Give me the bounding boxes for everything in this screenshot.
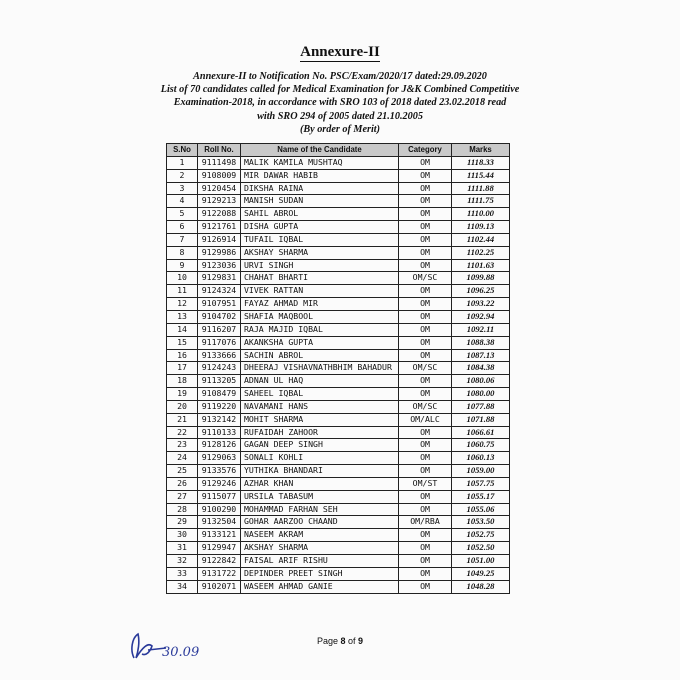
- cell-roll-no: 9122842: [198, 555, 241, 568]
- cell-sno: 24: [167, 452, 198, 465]
- cell-sno: 8: [167, 246, 198, 259]
- cell-sno: 9: [167, 259, 198, 272]
- cell-marks: 1093.22: [452, 298, 510, 311]
- cell-sno: 26: [167, 477, 198, 490]
- cell-marks: 1080.06: [452, 375, 510, 388]
- cell-marks: 1049.25: [452, 567, 510, 580]
- cell-marks: 1099.88: [452, 272, 510, 285]
- cell-roll-no: 9117076: [198, 336, 241, 349]
- cell-marks: 1071.88: [452, 413, 510, 426]
- cell-roll-no: 9129246: [198, 477, 241, 490]
- cell-name: SACHIN ABROL: [241, 349, 399, 362]
- cell-roll-no: 9133121: [198, 529, 241, 542]
- cell-sno: 18: [167, 375, 198, 388]
- cell-category: OM: [399, 580, 452, 593]
- cell-marks: 1088.38: [452, 336, 510, 349]
- cell-sno: 20: [167, 400, 198, 413]
- cell-marks: 1102.44: [452, 233, 510, 246]
- cell-roll-no: 9124324: [198, 285, 241, 298]
- cell-marks: 1055.06: [452, 503, 510, 516]
- cell-sno: 10: [167, 272, 198, 285]
- table-row: [167, 195, 510, 208]
- table-row: [167, 465, 510, 478]
- table-row: [167, 503, 510, 516]
- cell-name: SAHEEL IQBAL: [241, 388, 399, 401]
- cell-marks: 1077.88: [452, 400, 510, 413]
- cell-roll-no: 9124243: [198, 362, 241, 375]
- cell-category: OM: [399, 221, 452, 234]
- cell-sno: 14: [167, 323, 198, 336]
- table-row: [167, 310, 510, 323]
- cell-roll-no: 9129063: [198, 452, 241, 465]
- cell-name: MIR DAWAR HABIB: [241, 169, 399, 182]
- cell-sno: 25: [167, 465, 198, 478]
- cell-sno: 12: [167, 298, 198, 311]
- cell-marks: 1060.75: [452, 439, 510, 452]
- cell-roll-no: 9115077: [198, 490, 241, 503]
- cell-category: OM: [399, 169, 452, 182]
- cell-sno: 22: [167, 426, 198, 439]
- cell-sno: 5: [167, 208, 198, 221]
- cell-name: AZHAR KHAN: [241, 477, 399, 490]
- cell-roll-no: 9123036: [198, 259, 241, 272]
- subtitle-line: Examination-2018, in accordance with SRO 103 of 2018 dated 23.02.2018 read: [173, 97, 507, 109]
- table-row: [167, 208, 510, 221]
- cell-category: OM/SC: [399, 362, 452, 375]
- table-row: [167, 285, 510, 298]
- cell-sno: 4: [167, 195, 198, 208]
- cell-sno: 27: [167, 490, 198, 503]
- cell-name: URSILA TABASUM: [241, 490, 399, 503]
- table-row: [167, 413, 510, 426]
- table-row: [167, 272, 510, 285]
- table-row: [167, 580, 510, 593]
- cell-roll-no: 9107951: [198, 298, 241, 311]
- cell-roll-no: 9102071: [198, 580, 241, 593]
- cell-name: AKSHAY SHARMA: [241, 542, 399, 555]
- table-row: [167, 233, 510, 246]
- column-header-name: Name of the Candidate: [241, 144, 399, 157]
- table-row: [167, 323, 510, 336]
- cell-roll-no: 9110133: [198, 426, 241, 439]
- cell-category: OM: [399, 452, 452, 465]
- annexure-title: Annexure-II: [300, 44, 380, 60]
- cell-marks: 1111.88: [452, 182, 510, 195]
- cell-category: OM/ST: [399, 477, 452, 490]
- cell-name: ADNAN UL HAQ: [241, 375, 399, 388]
- cell-name: NASEEM AKRAM: [241, 529, 399, 542]
- cell-roll-no: 9116207: [198, 323, 241, 336]
- cell-category: OM: [399, 285, 452, 298]
- cell-sno: 19: [167, 388, 198, 401]
- cell-category: OM: [399, 208, 452, 221]
- cell-roll-no: 9128126: [198, 439, 241, 452]
- handwritten-signature: [126, 628, 216, 662]
- cell-category: OM: [399, 195, 452, 208]
- cell-sno: 13: [167, 310, 198, 323]
- cell-name: RUFAIDAH ZAHOOR: [241, 426, 399, 439]
- cell-marks: 1118.33: [452, 156, 510, 169]
- cell-roll-no: 9131722: [198, 567, 241, 580]
- cell-category: OM/ALC: [399, 413, 452, 426]
- table-row: [167, 298, 510, 311]
- table-row: [167, 336, 510, 349]
- cell-marks: 1053.50: [452, 516, 510, 529]
- cell-roll-no: 9113205: [198, 375, 241, 388]
- cell-sno: 2: [167, 169, 198, 182]
- cell-name: SAHIL ABROL: [241, 208, 399, 221]
- cell-roll-no: 9129213: [198, 195, 241, 208]
- cell-marks: 1057.75: [452, 477, 510, 490]
- cell-roll-no: 9133576: [198, 465, 241, 478]
- cell-sno: 15: [167, 336, 198, 349]
- cell-name: GOHAR AARZOO CHAAND: [241, 516, 399, 529]
- cell-roll-no: 9129986: [198, 246, 241, 259]
- cell-sno: 16: [167, 349, 198, 362]
- cell-marks: 1060.13: [452, 452, 510, 465]
- cell-name: GAGAN DEEP SINGH: [241, 439, 399, 452]
- cell-sno: 33: [167, 567, 198, 580]
- cell-marks: 1092.94: [452, 310, 510, 323]
- cell-name: AKSHAY SHARMA: [241, 246, 399, 259]
- cell-sno: 30: [167, 529, 198, 542]
- table-row: [167, 452, 510, 465]
- cell-roll-no: 9111498: [198, 156, 241, 169]
- cell-roll-no: 9126914: [198, 233, 241, 246]
- cell-name: URVI SINGH: [241, 259, 399, 272]
- cell-name: RAJA MAJID IQBAL: [241, 323, 399, 336]
- cell-roll-no: 9119220: [198, 400, 241, 413]
- cell-sno: 28: [167, 503, 198, 516]
- table-row: [167, 567, 510, 580]
- cell-roll-no: 9129947: [198, 542, 241, 555]
- cell-name: DHEERAJ VISHAVNATHBHIM BAHADUR: [241, 362, 399, 375]
- cell-marks: 1110.00: [452, 208, 510, 221]
- cell-name: MOHAMMAD FARHAN SEH: [241, 503, 399, 516]
- cell-sno: 1: [167, 156, 198, 169]
- cell-name: FAYAZ AHMAD MIR: [241, 298, 399, 311]
- subtitle-line: Annexure-II to Notification No. PSC/Exam/2020/17 dated:29.09.2020: [193, 71, 487, 82]
- column-header-roll-no: Roll No.: [198, 144, 241, 157]
- cell-name: TUFAIL IQBAL: [241, 233, 399, 246]
- cell-marks: 1101.63: [452, 259, 510, 272]
- cell-name: MOHIT SHARMA: [241, 413, 399, 426]
- cell-sno: 21: [167, 413, 198, 426]
- cell-marks: 1111.75: [452, 195, 510, 208]
- cell-category: OM: [399, 555, 452, 568]
- table-row: [167, 426, 510, 439]
- cell-category: OM: [399, 310, 452, 323]
- cell-roll-no: 9108479: [198, 388, 241, 401]
- cell-marks: 1048.28: [452, 580, 510, 593]
- cell-sno: 29: [167, 516, 198, 529]
- cell-category: OM: [399, 246, 452, 259]
- page-number: Page 8 of 9: [316, 636, 364, 646]
- table-row: [167, 221, 510, 234]
- cell-category: OM: [399, 388, 452, 401]
- cell-sno: 23: [167, 439, 198, 452]
- cell-roll-no: 9121761: [198, 221, 241, 234]
- table-row: [167, 529, 510, 542]
- subtitle-line: (By order of Merit): [299, 123, 381, 135]
- cell-category: OM/SC: [399, 400, 452, 413]
- cell-marks: 1109.13: [452, 221, 510, 234]
- cell-category: OM: [399, 375, 452, 388]
- cell-name: MANISH SUDAN: [241, 195, 399, 208]
- cell-roll-no: 9108009: [198, 169, 241, 182]
- cell-marks: 1066.61: [452, 426, 510, 439]
- cell-name: SHAFIA MAQBOOL: [241, 310, 399, 323]
- svg-text:30.09: 30.09: [162, 645, 200, 660]
- cell-name: WASEEM AHMAD GANIE: [241, 580, 399, 593]
- cell-name: DEPINDER PREET SINGH: [241, 567, 399, 580]
- table-row: [167, 388, 510, 401]
- cell-marks: 1080.00: [452, 388, 510, 401]
- cell-name: CHAHAT BHARTI: [241, 272, 399, 285]
- table-row: [167, 477, 510, 490]
- cell-sno: 11: [167, 285, 198, 298]
- cell-roll-no: 9129831: [198, 272, 241, 285]
- cell-roll-no: 9120454: [198, 182, 241, 195]
- cell-roll-no: 9133666: [198, 349, 241, 362]
- cell-category: OM: [399, 465, 452, 478]
- cell-sno: 17: [167, 362, 198, 375]
- candidates-table: [166, 143, 510, 594]
- cell-roll-no: 9132504: [198, 516, 241, 529]
- cell-category: OM: [399, 542, 452, 555]
- cell-roll-no: 9100290: [198, 503, 241, 516]
- cell-marks: 1087.13: [452, 349, 510, 362]
- cell-category: OM: [399, 426, 452, 439]
- cell-name: MALIK KAMILA MUSHTAQ: [241, 156, 399, 169]
- cell-category: OM: [399, 336, 452, 349]
- cell-category: OM: [399, 503, 452, 516]
- column-header-category: Category: [399, 144, 452, 157]
- cell-name: AKANKSHA GUPTA: [241, 336, 399, 349]
- cell-sno: 34: [167, 580, 198, 593]
- cell-name: DISHA GUPTA: [241, 221, 399, 234]
- cell-category: OM: [399, 233, 452, 246]
- cell-category: OM: [399, 259, 452, 272]
- cell-name: VIVEK RATTAN: [241, 285, 399, 298]
- cell-name: YUTHIKA BHANDARI: [241, 465, 399, 478]
- cell-category: OM: [399, 156, 452, 169]
- table-row: [167, 156, 510, 169]
- cell-marks: 1102.25: [452, 246, 510, 259]
- subtitle-line: with SRO 294 of 2005 dated 21.10.2005: [257, 110, 423, 122]
- cell-category: OM: [399, 323, 452, 336]
- cell-category: OM/RBA: [399, 516, 452, 529]
- table-row: [167, 182, 510, 195]
- cell-name: SONALI KOHLI: [241, 452, 399, 465]
- subtitle-line: List of 70 candidates called for Medical Examination for J&K Combined Competitive: [160, 84, 520, 96]
- cell-category: OM: [399, 298, 452, 311]
- cell-sno: 7: [167, 233, 198, 246]
- cell-marks: 1084.38: [452, 362, 510, 375]
- cell-name: DIKSHA RAINA: [241, 182, 399, 195]
- column-header-sno: S.No: [167, 144, 198, 157]
- cell-roll-no: 9132142: [198, 413, 241, 426]
- cell-roll-no: 9104702: [198, 310, 241, 323]
- table-row: [167, 259, 510, 272]
- cell-marks: 1051.00: [452, 555, 510, 568]
- cell-marks: 1052.75: [452, 529, 510, 542]
- notification-subtitle: [130, 70, 550, 136]
- table-row: [167, 375, 510, 388]
- cell-marks: 1059.00: [452, 465, 510, 478]
- table-row: [167, 516, 510, 529]
- table-row: [167, 490, 510, 503]
- cell-category: OM: [399, 567, 452, 580]
- cell-name: FAISAL ARIF RISHU: [241, 555, 399, 568]
- column-header-marks: Marks: [452, 144, 510, 157]
- cell-sno: 3: [167, 182, 198, 195]
- cell-sno: 32: [167, 555, 198, 568]
- cell-roll-no: 9122088: [198, 208, 241, 221]
- table-body: [167, 156, 510, 593]
- cell-marks: 1052.50: [452, 542, 510, 555]
- table-row: [167, 542, 510, 555]
- table-row: [167, 362, 510, 375]
- table-row: [167, 349, 510, 362]
- cell-marks: 1092.11: [452, 323, 510, 336]
- cell-category: OM: [399, 349, 452, 362]
- cell-sno: 6: [167, 221, 198, 234]
- cell-category: OM/SC: [399, 272, 452, 285]
- cell-name: NAVAMANI HANS: [241, 400, 399, 413]
- cell-sno: 31: [167, 542, 198, 555]
- cell-marks: 1055.17: [452, 490, 510, 503]
- table-row: [167, 246, 510, 259]
- table-header-row: [167, 144, 510, 157]
- cell-category: OM: [399, 490, 452, 503]
- table-row: [167, 555, 510, 568]
- cell-marks: 1096.25: [452, 285, 510, 298]
- cell-category: OM: [399, 439, 452, 452]
- table-row: [167, 400, 510, 413]
- cell-marks: 1115.44: [452, 169, 510, 182]
- cell-category: OM: [399, 529, 452, 542]
- cell-category: OM: [399, 182, 452, 195]
- table-row: [167, 169, 510, 182]
- table-row: [167, 439, 510, 452]
